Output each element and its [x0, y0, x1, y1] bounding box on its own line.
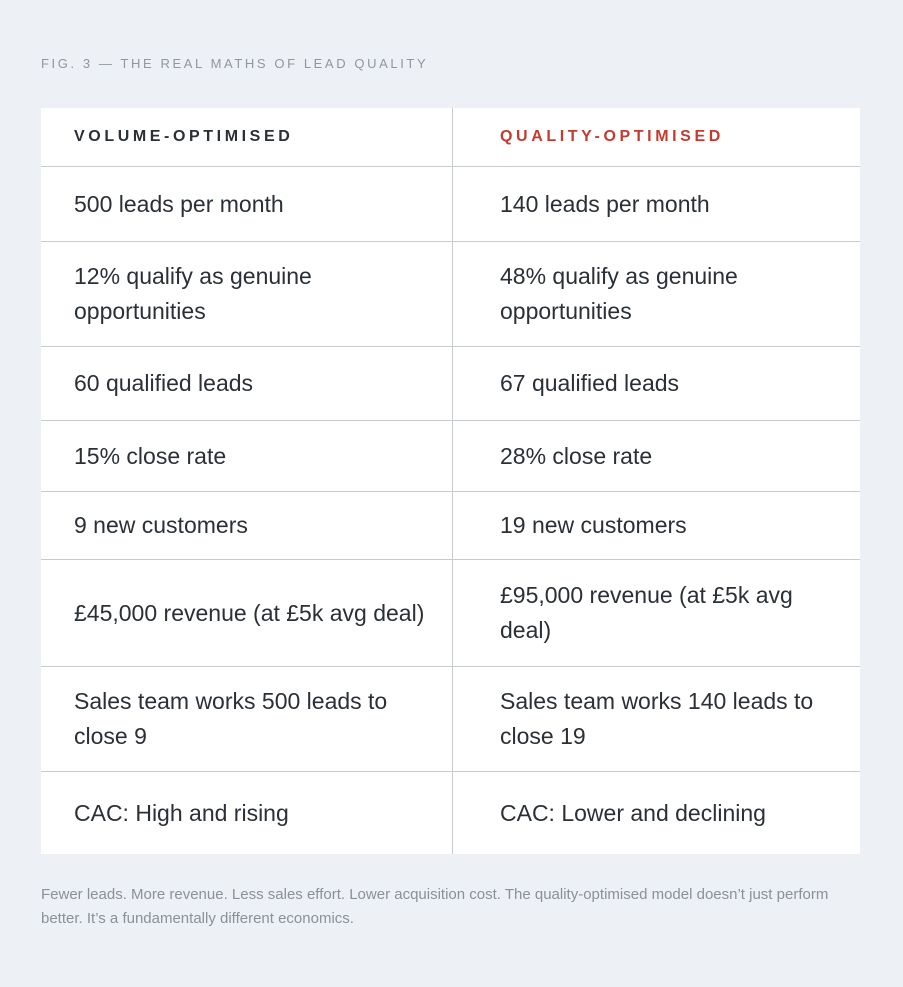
quality-cell: 48% qualify as genuine opportunities	[500, 263, 738, 324]
table-row	[41, 166, 860, 241]
table-row	[41, 420, 860, 491]
header-volume-optimised: VOLUME-OPTIMISED	[41, 108, 453, 166]
volume-cell: £45,000 revenue (at £5k avg deal)	[41, 560, 453, 666]
volume-cell: 9 new customers	[41, 492, 453, 559]
quality-cell: Sales team works 140 leads to close 19	[500, 688, 814, 749]
volume-cell: CAC: High and rising	[41, 772, 453, 854]
quality-cell: 67 qualified leads	[500, 370, 680, 396]
table-row	[41, 346, 860, 420]
quality-cell: £95,000 revenue (at £5k avg deal)	[500, 582, 793, 643]
volume-cell: 15% close rate	[41, 421, 453, 491]
volume-cell: 60 qualified leads	[41, 347, 453, 420]
quality-cell: 19 new customers	[500, 512, 687, 538]
quality-cell: 28% close rate	[500, 442, 653, 469]
table-header-row	[41, 108, 860, 166]
header-quality-optimised: QUALITY-OPTIMISED	[500, 128, 724, 145]
volume-cell: Sales team works 500 leads to close 9	[41, 667, 453, 771]
volume-cell: 12% qualify as genuine opportunities	[41, 242, 453, 346]
table-row	[41, 771, 860, 854]
quality-cell: CAC: Lower and declining	[500, 799, 766, 826]
volume-cell: 500 leads per month	[41, 167, 453, 241]
quality-cell: 140 leads per month	[500, 190, 710, 217]
comparison-table	[41, 108, 860, 854]
footnote: Fewer leads. More revenue. Less sales effort. Lower acquisition cost. The quality-optimised model doesn’t just perform better. It’s a fundamentally different economics.	[41, 886, 829, 927]
figure-caption: FIG. 3 — THE REAL MATHS OF LEAD QUALITY	[41, 56, 429, 71]
table-row	[41, 241, 860, 346]
table-row	[41, 666, 860, 771]
table-row	[41, 491, 860, 559]
table-row	[41, 559, 860, 666]
